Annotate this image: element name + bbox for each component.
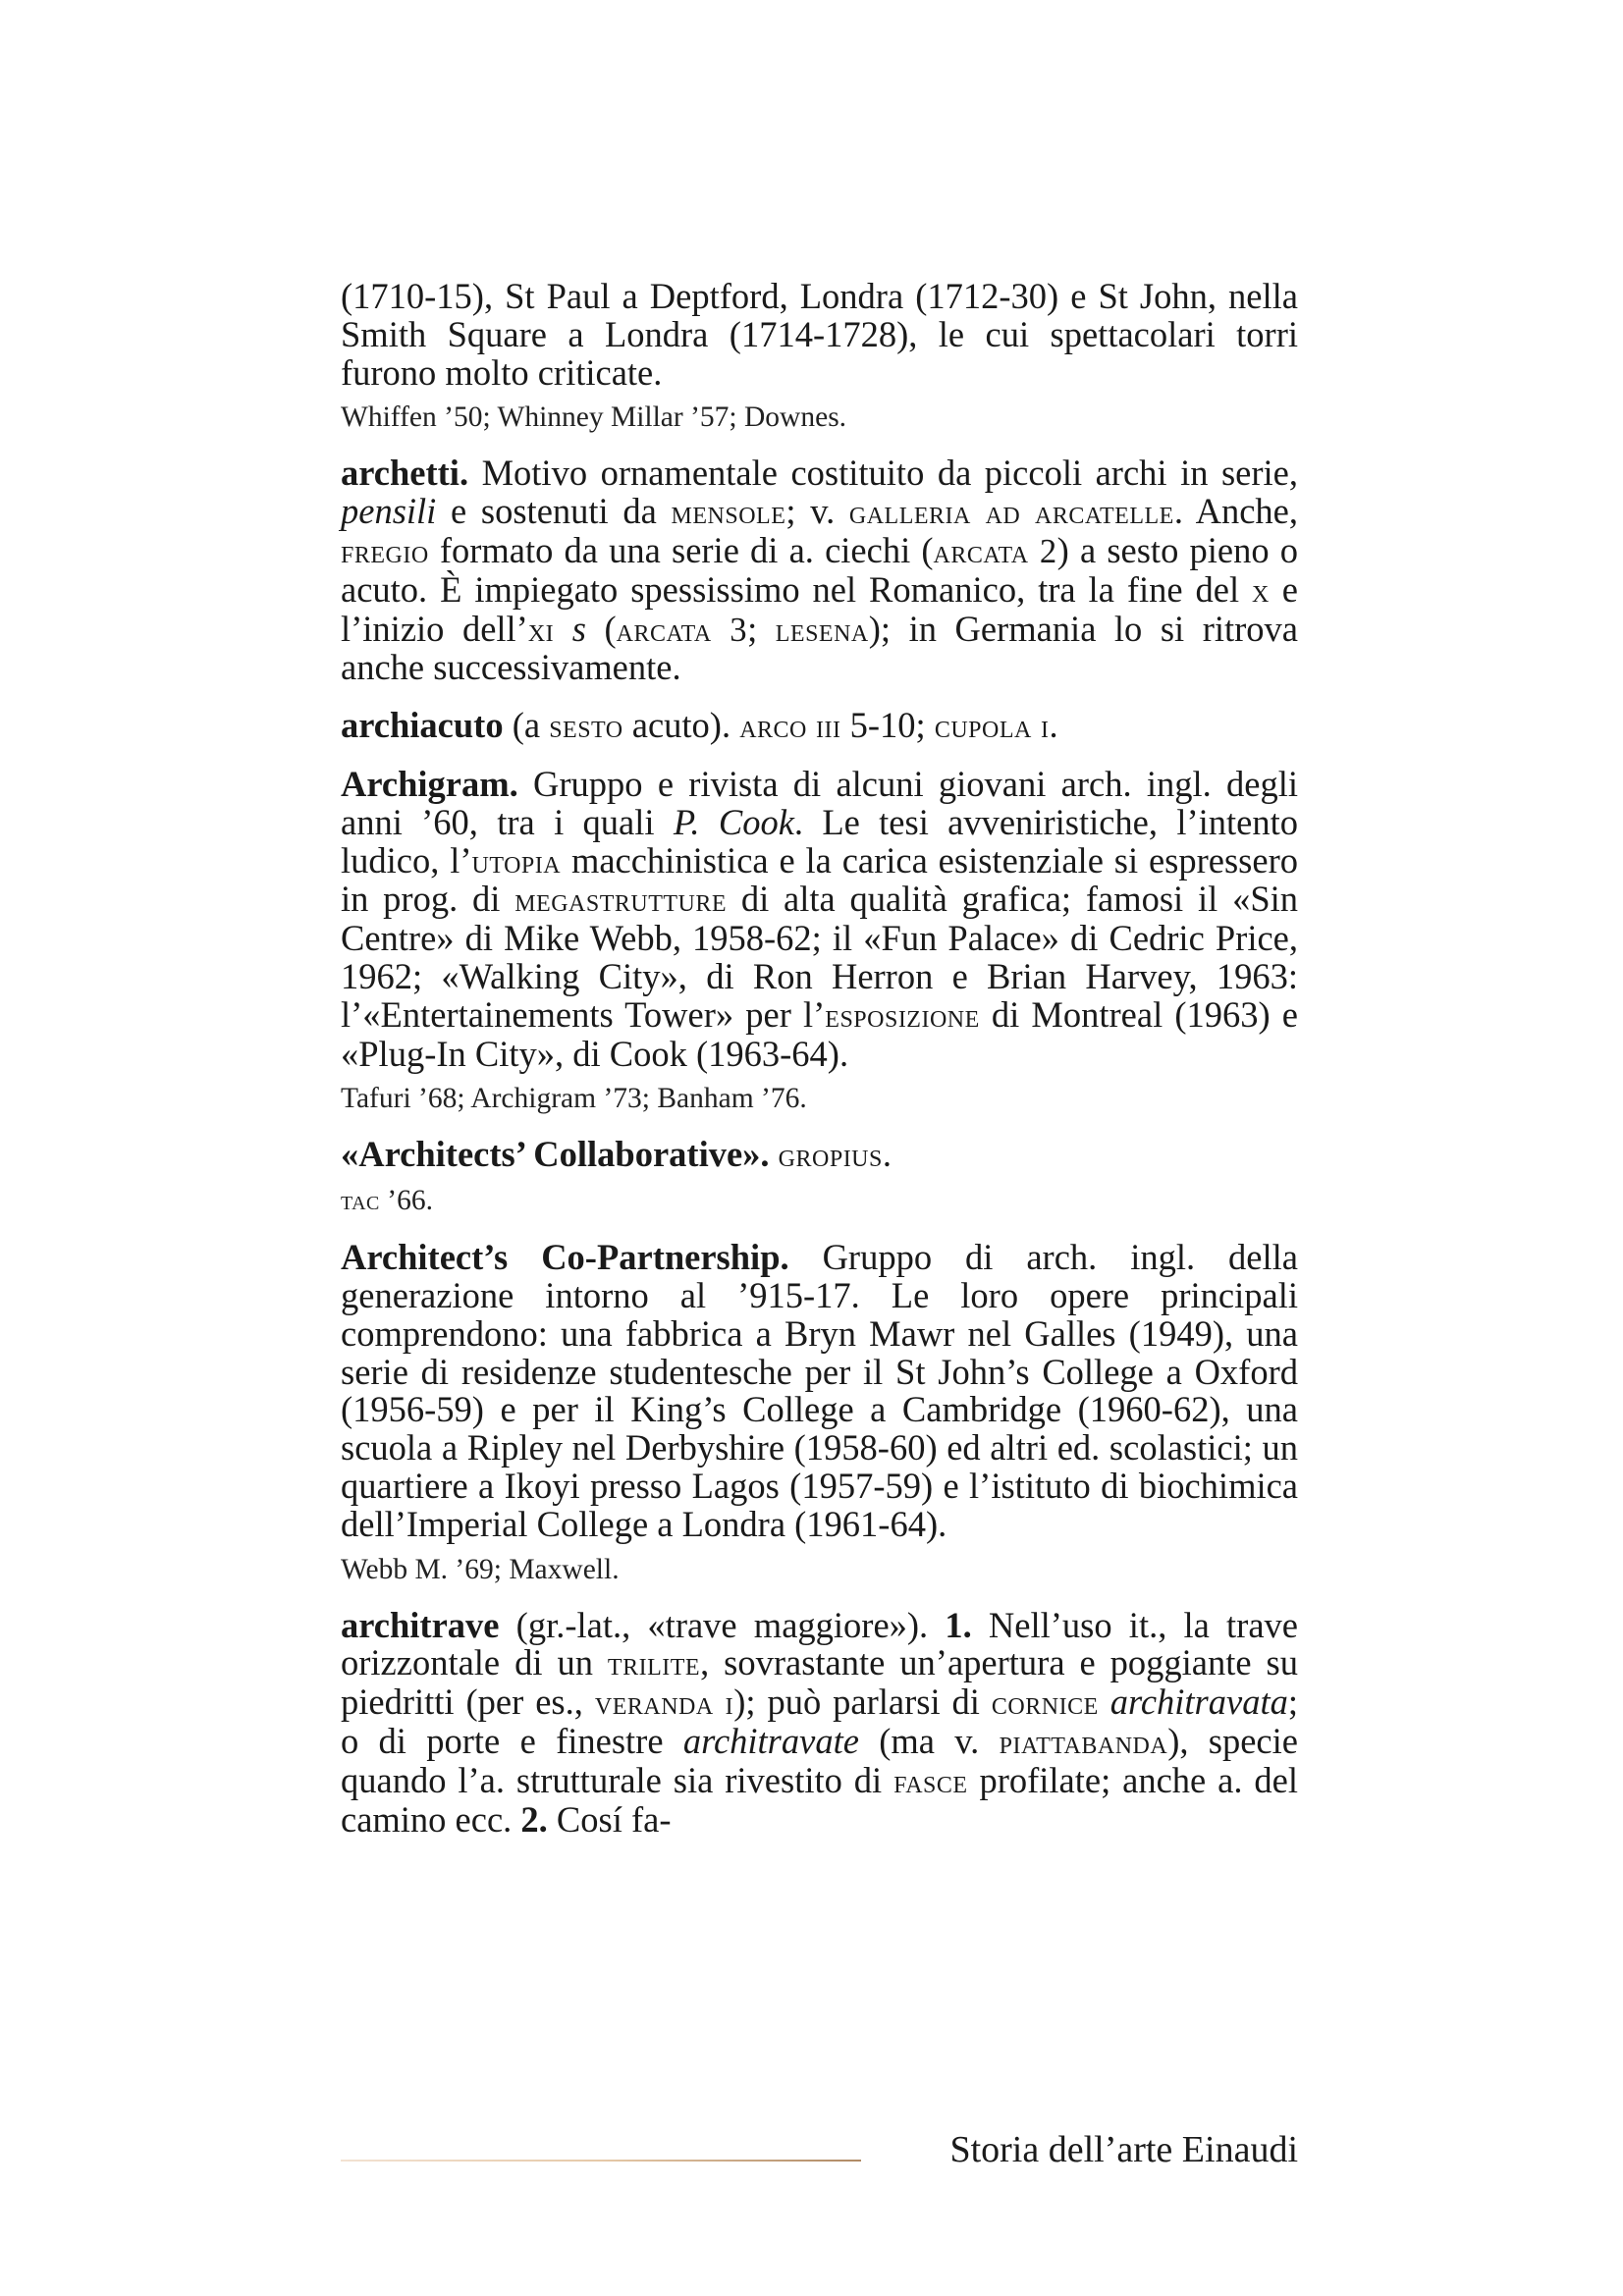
small-caps-reference: lesena: [775, 611, 869, 649]
small-caps-reference: piattabanda: [999, 1723, 1168, 1761]
small-caps-reference: utopia: [471, 842, 562, 881]
small-caps-reference: cupola i: [934, 708, 1050, 746]
entry-text: archiacuto (a sesto acuto). arco iii 5-10; cupola i.: [341, 705, 1058, 746]
entry-text: architrave (gr.-lat., «trave maggiore»). 1. Nell’uso it., la trave orizzontale di un trilite, sovrastante un’apertura e poggiante su piedritti (per es., veranda i); può parlarsi di cornice architravata; o di porte e finestre architravate (ma v. piattabanda), specie quando l’a. strutturale sia rivestito di fasce profilate; anche a. del camino ecc. 2. Cosí fa-: [341, 1604, 1299, 1840]
dictionary-column: [341, 278, 1298, 1858]
entry-bibliography: tac ’66.: [341, 1185, 433, 1217]
dictionary-entry: [341, 1136, 1298, 1219]
entry-text: «Architects’ Collaborative». gropius.: [341, 1134, 892, 1175]
footer-rule: [341, 2160, 861, 2162]
small-caps-reference: veranda i: [594, 1684, 734, 1723]
entry-bibliography: Webb M. ’69; Maxwell.: [341, 1553, 620, 1585]
small-caps-reference: mensole: [671, 494, 786, 532]
entry-headword: archiacuto: [341, 705, 504, 746]
entry-headword: Architect’s Co-Partnership.: [341, 1237, 789, 1278]
small-caps-reference: esposizione: [825, 996, 980, 1035]
dictionary-entry: [341, 278, 1298, 435]
small-caps-reference: arcata 2: [933, 532, 1057, 570]
small-caps-reference: megastrutture: [514, 881, 728, 920]
footer-title: Storia dell’arte Einaudi: [949, 2129, 1298, 2170]
small-caps-reference: cornice: [991, 1684, 1099, 1723]
italic-term: s: [571, 608, 586, 649]
bold-number: 2.: [520, 1798, 548, 1840]
small-caps-reference: fregio: [341, 532, 429, 570]
small-caps-reference: xi: [527, 611, 555, 649]
entry-bibliography: Whiffen ’50; Whinney Millar ’57; Downes.: [341, 401, 847, 434]
italic-term: architravate: [682, 1720, 859, 1761]
entry-headword: architrave: [341, 1604, 500, 1645]
bold-number: 1.: [945, 1604, 972, 1645]
small-caps-reference: sesto: [549, 708, 623, 746]
italic-term: P. Cook: [673, 801, 794, 842]
entry-bibliography: Tafuri ’68; Archigram ’73; Banham ’76.: [341, 1083, 807, 1115]
italic-term: pensili: [341, 491, 437, 532]
small-caps-reference: x: [1252, 571, 1270, 610]
entry-text: archetti. Motivo ornamentale costituito da piccoli archi in serie, pensili e sostenuti da mensole; v. galleria ad arcatelle. Anche, fregio formato da una serie di a. ciechi (arcata 2) a sesto pieno o acuto. È impiegato spessissimo nel Romanico, tra la fine del x e l’inizio dell’xi s (arcata 3; lesena); in Germania lo si ritrova anche successivamente.: [341, 453, 1299, 688]
small-caps-reference: gropius: [778, 1137, 883, 1175]
small-caps-reference: arco iii: [739, 708, 841, 746]
entry-text: Architect’s Co-Partnership. Gruppo di arch. ingl. della generazione intorno al ’915-17. Le loro opere principali comprendono: una fabbrica a Bryn Mawr nel Galles (1949), una serie di residenze studentesche per il St John’s College a Oxford (1956-59) e per il King’s College a Cambridge (1960-62), una scuola a Ripley nel Derbyshire (1958-60) ed altri ed. scolastici; un quartiere a Ikoyi presso Lagos (1957-59) e l’istituto di biochimica dell’Imperial College a Londra (1961-64).: [341, 1237, 1298, 1544]
dictionary-entry: [341, 707, 1298, 746]
italic-term: architravata: [1109, 1682, 1288, 1723]
dictionary-entry: [341, 454, 1298, 687]
dictionary-entry: [341, 1239, 1298, 1586]
small-caps-reference: tac: [341, 1186, 380, 1217]
small-caps-reference: trilite: [607, 1645, 701, 1683]
small-caps-reference: galleria ad arcatelle: [848, 494, 1174, 532]
entry-headword: Archigram.: [341, 763, 518, 804]
entry-text: Archigram. Gruppo e rivista di alcuni giovani arch. ingl. degli anni ’60, tra i quali P. Cook. Le tesi avveniristiche, l’intento ludico, l’utopia macchinistica e la carica esistenziale si espressero in prog. di megastrutture di alta qualità grafica; famosi il «Sin Centre» di Mike Webb, 1958-62; il «Fun Palace» di Cedric Price, 1962; «Walking City», di Ron Herron e Brian Harvey, 1963: l’«Entertainements Tower» per l’esposizione di Montreal (1963) e «Plug-In City», di Cook (1963-64).: [341, 763, 1299, 1074]
entry-headword: archetti.: [341, 453, 469, 494]
page-footer: [341, 2120, 1298, 2179]
dictionary-entry: [341, 1604, 1299, 1840]
dictionary-entry: [341, 763, 1299, 1116]
small-caps-reference: arcata 3: [616, 611, 748, 649]
small-caps-reference: fasce: [893, 1762, 968, 1800]
entry-text: (1710-15), St Paul a Deptford, Londra (1712-30) e St John, nella Smith Square a Londra (1714-1728), le cui spettacolari torri furono molto criticate.: [341, 276, 1298, 393]
entry-headword: «Architects’ Collaborative».: [341, 1134, 770, 1175]
